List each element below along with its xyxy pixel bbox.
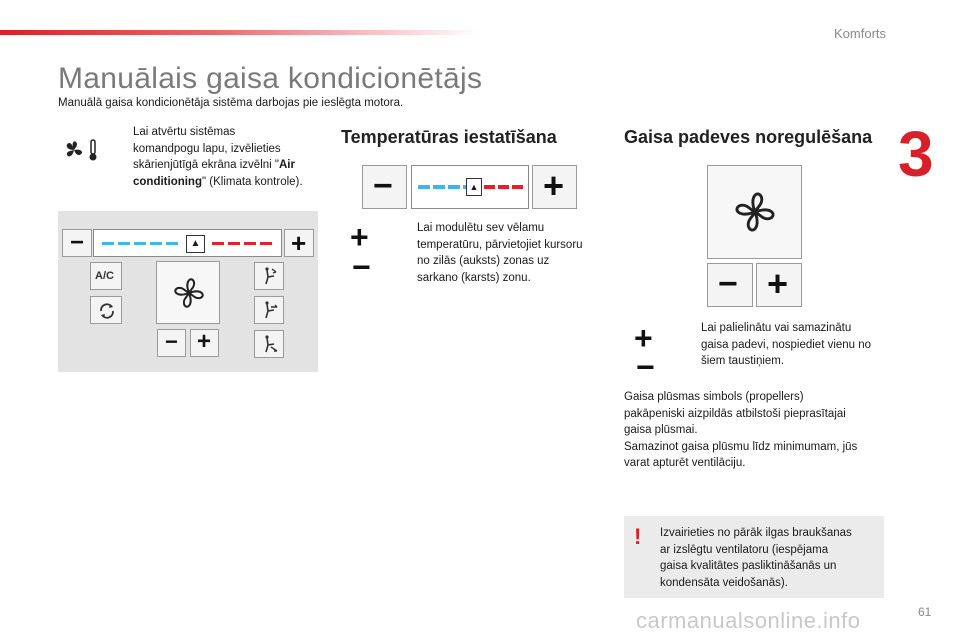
minus-icon: − [636,349,655,385]
warning-line: ar izslēgtu ventilatoru (iespējama [660,543,829,556]
fan-display-illustration [707,165,802,259]
intro-bullet [112,124,327,194]
fan-icon [170,274,208,312]
hot-zone [484,185,524,189]
cold-zone [102,242,182,245]
plus-icon: + [634,320,653,356]
description-line: gaisa plūsmai. [624,424,698,436]
seat-airflow-icon [260,334,280,354]
warning-icon: ! [634,524,642,549]
page-title: Manuālais gaisa kondicionētājs [58,62,483,95]
temp-plus-button-illustration [532,165,577,209]
fan-plus-button-illustration [756,263,802,307]
minus-icon: − [373,167,393,205]
fan-increase-button[interactable] [190,329,219,357]
ac-label: A/C [95,270,114,282]
description-line: Samazinot gaisa plūsmu līdz minimumam, jūs [624,440,858,453]
recirculation-icon [97,301,117,321]
airflow-line: Lai palielinātu vai samazinātu [701,322,852,334]
temperature-heading: Temperatūras iestatīšana [341,127,557,147]
temp-slider-illustration [411,165,529,209]
plus-icon: + [197,328,212,355]
header-accent-bar [0,30,480,35]
temperature-cursor: ▲ [466,178,482,196]
air-direction-lower-button[interactable] [254,330,284,358]
warning-line: gaisa kvalitātes pasliktināšanās un [660,560,837,572]
temperature-cursor[interactable]: ▲ [186,235,205,253]
plus-icon: + [350,219,369,255]
intro-line: komandpogu lapu, izvēlieties [133,142,281,155]
temperature-line: sarkano (karsts) zonu. [417,271,531,284]
warning-text [660,525,880,591]
page-number: 61 [918,605,932,619]
seat-airflow-icon [260,266,280,286]
temperature-line: Lai modulētu sev vēlamu [417,222,545,234]
intro-line: " (Klimata kontrole). [201,175,303,188]
warning-box [624,516,884,598]
description-line: pakāpeniski aizpildās atbilstoši pieprasītajai [624,407,846,420]
airflow-heading: Gaisa padeves noregulēšana [624,127,873,147]
minus-icon: − [718,265,738,303]
plus-icon: + [767,263,789,304]
temperature-slider[interactable] [93,229,282,257]
fan-display [156,261,220,324]
page-subtitle: Manuālā gaisa kondicionētāja sistēma darbojas pie ieslēgta motora. [58,97,404,109]
cold-zone [418,185,466,189]
fan-decrease-button[interactable] [157,329,186,357]
minus-icon: − [70,229,85,256]
chapter-number: 3 [898,118,934,190]
temperature-bullet [396,220,606,290]
temp-minus-button-illustration [362,165,407,209]
description-line: varat apturēt ventilāciju. [624,457,746,469]
menu-name-bold: conditioning [133,175,202,188]
warning-line: kondensāta veidošanās). [660,576,788,589]
fan-icon [730,187,780,237]
airflow-line: gaisa padevi, nospiediet vienu no [701,338,872,351]
temp-decrease-button[interactable] [62,229,92,257]
air-direction-upper-button[interactable] [254,262,284,290]
air-direction-middle-button[interactable] [254,296,284,324]
temperature-line: temperatūru, pārvietojiet kursoru [417,238,583,251]
climate-panel [58,211,318,372]
fan-minus-button-illustration [707,263,753,307]
temperature-line: no zilās (auksts) zonas uz [417,255,550,267]
description-line: Gaisa plūsmas simbols (propellers) [624,391,804,403]
hot-zone [212,242,276,245]
seat-airflow-icon [260,300,280,320]
plus-icon: + [543,165,565,206]
climate-menu-icon [64,138,100,162]
menu-name-bold: Air [279,159,295,171]
airflow-description [624,389,894,472]
recirculation-button[interactable] [90,296,122,324]
section-title: Komforts [834,26,887,41]
minus-icon: − [352,249,371,285]
airflow-line: šiem taustiņiem. [701,355,785,367]
intro-line: Lai atvērtu sistēmas [133,126,236,138]
temp-increase-button[interactable] [284,229,314,257]
watermark: carmanualsonline.info [636,608,861,633]
airflow-bullet [680,320,890,372]
intro-line: skārienjūtīgā ekrāna izvēlni " [133,159,279,171]
ac-button[interactable] [90,262,122,290]
plus-icon: + [291,228,307,258]
minus-icon: − [165,329,178,354]
warning-line: Izvairieties no pārāk ilgas braukšanas [660,527,852,539]
